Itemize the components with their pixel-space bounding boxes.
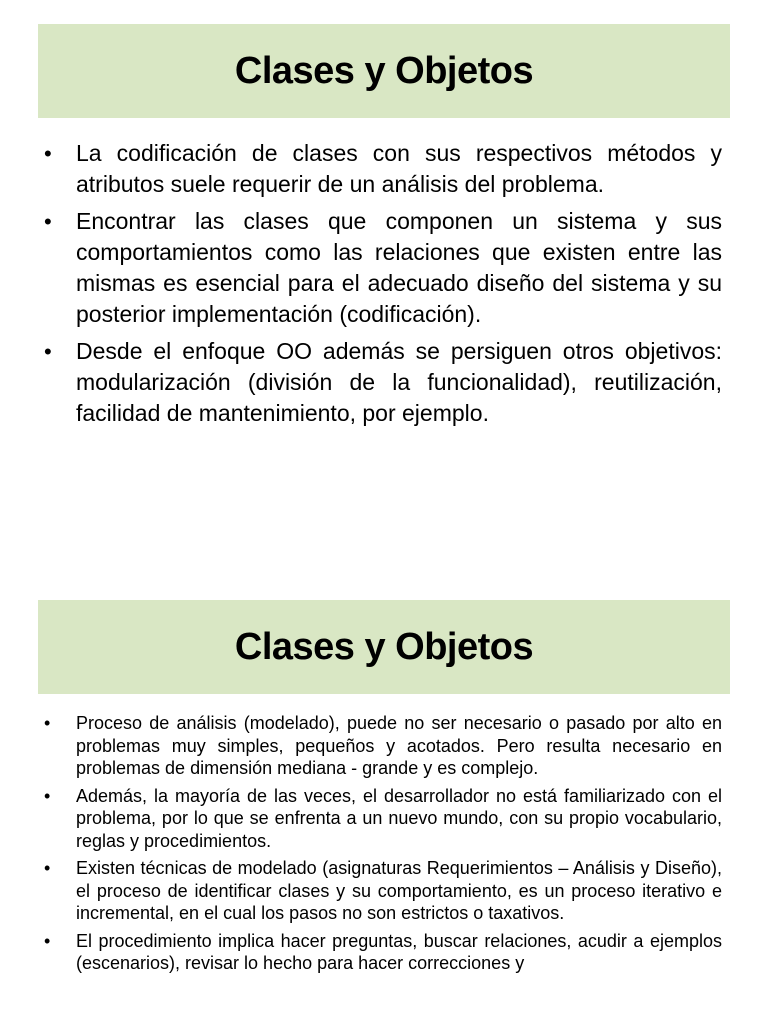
bullet-icon: • [44, 141, 52, 166]
bullet-item [38, 712, 722, 780]
bullet-item [38, 930, 722, 975]
slide-2 [0, 576, 768, 1024]
bullet-text: Encontrar las clases que componen un sistema y sus comportamientos como las relaciones que existen entre las mismas es esencial para el adecuado diseño del sistema y su posterior implementación (codificación). [76, 208, 722, 327]
bullet-text: Existen técnicas de modelado (asignaturas Requerimientos – Análisis y Diseño), el proceso de identificar clases y su comportamiento, es un proceso iterativo e incremental, en el cual los pasos no son estrictos o taxativos. [76, 858, 722, 923]
bullet-item [38, 857, 722, 925]
bullet-item [38, 206, 722, 330]
bullet-item [38, 336, 722, 429]
slide-title: Clases y Objetos [234, 625, 534, 668]
bullet-text: Proceso de análisis (modelado), puede no ser necesario o pasado por alto en problemas muy simples, pequeños y acotados. Pero resulta necesario en problemas de dimensión mediana - grande y es complejo. [76, 713, 722, 778]
slide-title: Clases y Objetos [234, 49, 534, 92]
bullet-icon: • [44, 858, 51, 878]
bullet-list [38, 138, 722, 435]
bullet-icon: • [44, 209, 52, 234]
bullet-item [38, 785, 722, 853]
bullet-text: Además, la mayoría de las veces, el desarrollador no está familiarizado con el problema, por lo que se enfrenta a un nuevo mundo, con su propio vocabulario, reglas y procedimientos. [76, 785, 722, 851]
bullet-text: El procedimiento implica hacer preguntas, buscar relaciones, acudir a ejemplos (escenarios), revisar lo hecho para hacer correcciones y [76, 930, 722, 973]
bullet-text: La codificación de clases con sus respectivos métodos y atributos suele requerir de un análisis del problema. [76, 140, 722, 197]
bullet-icon: • [44, 930, 51, 951]
bullet-text: Desde el enfoque OO además se persiguen otros objetivos: modularización (división de la funcionalidad), reutilización, facilidad de mantenimiento, por ejemplo. [76, 338, 722, 426]
bullet-item [38, 138, 722, 200]
bullet-icon: • [44, 339, 52, 364]
slide-title-banner [38, 24, 730, 118]
slide-title-banner [38, 600, 730, 694]
bullet-icon: • [44, 785, 51, 806]
bullet-list [38, 712, 722, 980]
bullet-icon: • [44, 713, 51, 733]
